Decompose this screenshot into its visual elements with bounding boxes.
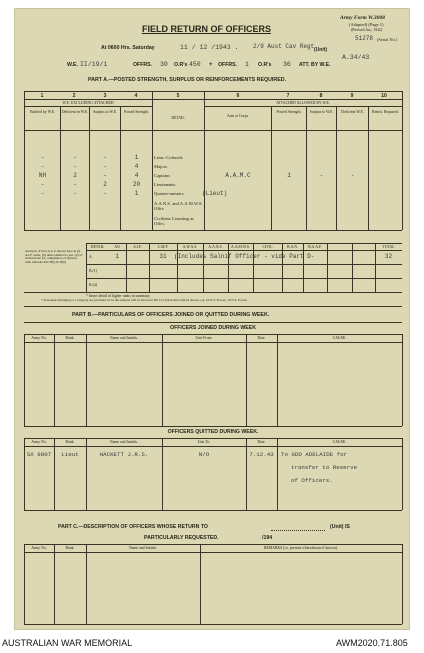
army-form-adapted: (Adapted) (Page 1) — [349, 22, 384, 27]
attached-allowed: ATTACHED ALLOWED BY W.E. — [276, 101, 330, 105]
att-deficient: - — [350, 172, 355, 179]
quit-cause-1: To GDD ADELAIDE for — [281, 451, 348, 458]
quit-head-name: Name and Initials. — [110, 440, 138, 444]
quit-head-no: Army No. — [31, 440, 47, 444]
quitted-title: OFFICERS QUITTED DURING WEEK. — [167, 429, 259, 435]
head-deficient-att: Deficient W.E. — [341, 110, 364, 114]
sum-head-cmf: C.M.F. — [157, 245, 169, 249]
detail-majors: Majors — [154, 164, 168, 169]
quit-head-cause: CAUSE. — [332, 440, 347, 444]
head-entitled: Entitled by W.E. — [29, 110, 56, 114]
form-title: FIELD RETURN OF OFFICERS — [142, 24, 271, 34]
row5-c3: - — [103, 190, 107, 197]
head-surplus-att: Surplus to W.E. — [309, 110, 334, 114]
analysis-note: Analysis of Part A is to shown here in (i) A.I.F. units, (ii) units entitled to per. (b) of instructions for compilation of Return, with remarks Part B(i) & B(ii) — [25, 249, 83, 265]
sum-head-aif: A.I.F. — [133, 245, 142, 249]
quit-name: HACKETT J.R.S. — [99, 451, 149, 458]
row3-c1: NH — [38, 172, 47, 179]
head-reinfs: Reinfs. Required. — [372, 110, 399, 114]
joined-head-date: Date. — [257, 336, 266, 340]
row2-c1: - — [40, 163, 45, 170]
offrs-value: 30 — [160, 61, 168, 68]
row3-c3: - — [103, 172, 107, 179]
army-form-revised: (Revised Jan., 1942) — [351, 28, 383, 32]
sum-head-aamws: A.A.M.W.S. — [231, 245, 250, 249]
footer-institution: AUSTRALIAN WAR MEMORIAL — [2, 638, 133, 648]
we-value: II/19/1 — [80, 61, 108, 68]
footer-accession: AWM2020.71.805 — [336, 638, 408, 648]
row4-c1: - — [40, 181, 45, 188]
sum-row-a: A. — [89, 255, 93, 259]
row1-c2: - — [73, 154, 77, 161]
part-c-heading: PART C.—DESCRIPTION OF OFFICERS WHOSE RETURN TO — [58, 524, 208, 530]
quit-cause-3: of Officers. — [291, 477, 333, 484]
offrs-label: OFFRS. — [133, 62, 153, 68]
sum-val-cmf: 31 — [159, 253, 167, 260]
joined-head-name: Name and Initials. — [110, 336, 138, 340]
offrs2-value: 1 — [245, 61, 249, 68]
c-head-rank: Rank. — [65, 546, 75, 550]
sum-head-detail: DETAIL — [90, 245, 105, 249]
detail-ltcol: Lieut.-Colonels — [154, 155, 183, 160]
col-num-8: 8 — [319, 93, 323, 99]
part-c-unit: (Unit) IS — [330, 524, 350, 530]
plus-sign: + — [209, 62, 213, 68]
sum-head-ao: AO — [114, 245, 120, 249]
head-posted-att: Posted Strength. — [276, 110, 302, 114]
joined-head-cause: CAUSE. — [332, 336, 347, 340]
head-detail: DETAIL. — [171, 116, 186, 120]
sum-head-ran: R.A.N. — [287, 245, 298, 249]
col-num-3: 3 — [103, 93, 107, 99]
detail-aans: A.A.N.S. and A.A.M.W.S. Offrs — [154, 201, 203, 212]
c-head-no: Army No. — [31, 546, 47, 550]
return-date: 11 / 12 /1943 . — [180, 44, 239, 51]
army-form-number: Army Form W.3008 — [340, 15, 385, 21]
qm-note: (Lieut) — [202, 190, 228, 197]
joined-head-rank: Rank. — [65, 336, 75, 340]
att-surplus: - — [319, 172, 324, 179]
quit-army-no: SX 9807 — [26, 451, 52, 458]
head-surplus: Surplus to W.E. — [93, 110, 117, 114]
ors2-value: 36 — [283, 61, 291, 68]
row2-c3: - — [103, 163, 107, 170]
head-arm: Arm or Corps. — [226, 114, 250, 118]
part-c-date: /194 — [262, 535, 273, 541]
part-b-heading: PART B.—PARTICULARS OF OFFICERS JOINED OR QUITTED DURING WEEK. — [72, 312, 270, 318]
sum-row-b1: B.(1) — [89, 269, 97, 273]
quit-rank: Lieut — [61, 451, 79, 458]
part-a-heading: PART A.—POSTED STRENGTH, SURPLUS OR REINFORCEMENTS REQUIRED. — [88, 77, 287, 83]
sum-val-ao: 1 — [115, 253, 119, 260]
sum-head-awas: A.W.A.S. — [182, 245, 198, 249]
row4-c3: 2 — [103, 181, 107, 188]
col-num-10: 10 — [381, 93, 387, 99]
detail-qm: Quarter-masters — [154, 191, 184, 196]
ors2-label: O.R's — [258, 62, 272, 68]
detail-civilians: Civilians Counting as Offrs. — [154, 216, 194, 227]
att-strength: 1 — [287, 172, 291, 179]
row5-c4: 1 — [134, 190, 139, 197]
col-num-9: 9 — [350, 93, 354, 99]
row5-c2: - — [73, 190, 77, 197]
row3-c4: 4 — [134, 172, 139, 179]
sum-row-b2: B.(ii) — [89, 283, 98, 287]
form-sheet — [14, 8, 410, 630]
sum-total: 32 — [384, 253, 393, 260]
insert-note: * Insert detail of higher ranks in summary. — [86, 294, 151, 298]
quit-head-date: Date. — [257, 440, 266, 444]
sum-head-total: TOTAL — [382, 245, 395, 249]
head-posted: Posted Strength. — [124, 110, 149, 114]
detail-lieutenants: Lieutenants — [154, 182, 176, 187]
personnel-note: * Personnel belonging to a category not provided for in the analysis will be shown in 9th Col. Particulars will be shown, e.g. 24 U.S. Forces; 10 N.Z. Forces — [41, 299, 248, 302]
joined-head-unit: Unit From. — [195, 336, 213, 340]
sum-head-civil: CIVIL — [262, 245, 273, 249]
row2-c2: - — [73, 163, 77, 170]
we-excluding-attached: W.E. EXCLUDING ATTACHED — [62, 101, 114, 105]
ors-value: 450 — [189, 61, 201, 68]
head-deficient: Deficient in W.E. — [61, 110, 89, 114]
joined-title: OFFICERS JOINED DURING WEEK — [170, 325, 256, 331]
row5-c1: - — [40, 190, 45, 197]
row1-c3: - — [103, 154, 107, 161]
row1-c1: - — [40, 154, 45, 161]
col-num-5: 5 — [176, 93, 180, 99]
quit-cause-2: transfer to Reserve — [291, 464, 358, 471]
serial-label: (Serial No.) — [377, 37, 398, 42]
reference-number: A.34/43 — [342, 54, 370, 61]
col-num-1: 1 — [40, 93, 44, 99]
col-num-2: 2 — [72, 93, 76, 99]
col-num-7: 7 — [286, 93, 290, 99]
c-head-remarks: REMARKS (i.e. present whereabouts if known). — [263, 546, 339, 550]
row4-c4: 20 — [132, 181, 141, 188]
sum-typed-note: (Includes Salnif Officer - vide Part D- — [174, 253, 315, 260]
part-c-requested: PARTICULARLY REQUESTED. — [144, 535, 219, 541]
ors-label: O.R's — [174, 62, 188, 68]
detail-captains: Captains — [154, 173, 171, 178]
c-head-name: Name and Initials. — [129, 546, 157, 550]
col-num-4: 4 — [134, 93, 138, 99]
joined-head-no: Army No. — [31, 336, 47, 340]
quit-unit: N/O — [198, 451, 210, 458]
row1-c4: 1 — [134, 154, 139, 161]
att-arm: A.A.M.C — [225, 172, 251, 179]
col-num-6: 6 — [236, 93, 240, 99]
at-line: At 0600 Hrs. Saturday — [101, 45, 155, 51]
unit-typed: 2/9 Aust Cav Regt — [253, 43, 315, 50]
quit-head-rank: Rank. — [65, 440, 75, 444]
att-label: ATT. BY W.E. — [299, 62, 331, 68]
row4-c2: - — [73, 181, 77, 188]
sum-head-raaf: R.A.A.F. — [308, 245, 322, 249]
quit-head-unit: Unit To. — [197, 440, 211, 444]
sum-head-aans: A.A.N.S. — [208, 245, 223, 249]
serial-number: 51278 — [355, 35, 374, 42]
unit-label: (Unit) — [314, 47, 328, 53]
offrs2-label: OFFRS. — [218, 62, 238, 68]
row3-c2: 2 — [73, 172, 77, 179]
quit-date: 7.12.43 — [249, 451, 274, 458]
row2-c4: 4 — [134, 163, 139, 170]
we-label: W.E. — [67, 62, 78, 68]
